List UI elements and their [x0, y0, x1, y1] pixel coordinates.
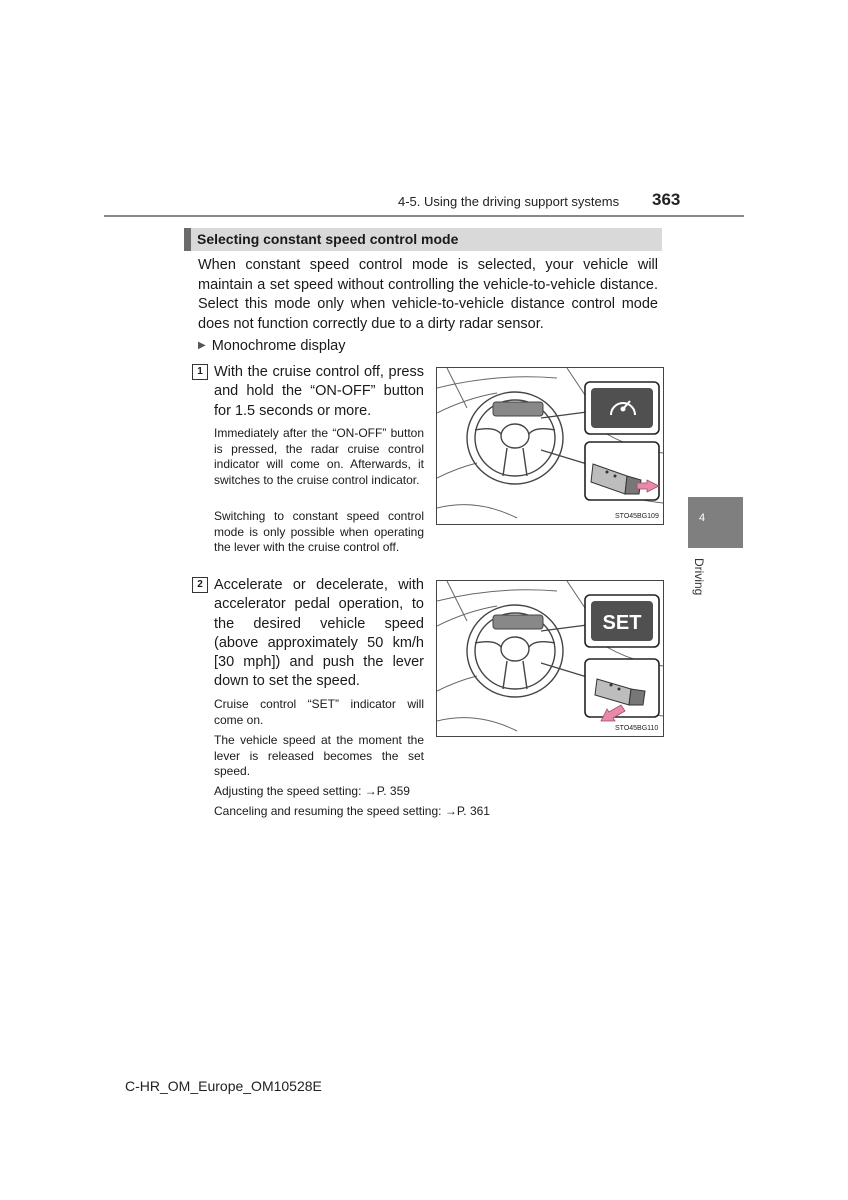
step-2-note-2: The vehicle speed at the moment the lever is released becomes the set speed. [214, 733, 424, 779]
step-2-note-1: Cruise control “SET” indicator will come on. [214, 697, 424, 727]
section-title: Selecting constant speed control mode [197, 231, 459, 247]
header-rule [104, 215, 744, 217]
section-bar-accent [184, 228, 191, 251]
figure-step-2 [436, 580, 664, 737]
section-title-bar [184, 228, 662, 251]
step-number-2: 2 [192, 577, 208, 593]
display-bullet [198, 338, 346, 354]
step-1-note-1: Immediately after the “ON-OFF” button is pressed, the radar cruise control indicator will come on. Afterwards, it switches to the cruise control indicator. [214, 426, 424, 487]
figure-1-code: STO45BG109 [615, 513, 659, 520]
step-2-text: Accelerate or decelerate, with accelerator pedal operation, to the desired vehicle speed (above approximately 50 km/h [30 mph]) and push the lever down to set the speed. [214, 577, 424, 690]
steering-wheel-illustration-1 [437, 368, 663, 524]
reference-adjusting[interactable]: Adjusting the speed setting: →P. 359 [214, 784, 410, 798]
running-header: 4-5. Using the driving support systems [398, 194, 620, 209]
footer-document-code: C-HR_OM_Europe_OM10528E [125, 1078, 322, 1094]
step-1-text: With the cruise control off, press and hold the “ON-OFF” button for 1.5 seconds or more. [214, 364, 424, 419]
step-1-note-2: Switching to constant speed control mode is only possible when operating the lever with the cruise control off. [214, 509, 424, 555]
steering-wheel-illustration-2 [437, 581, 663, 736]
intro-paragraph: When constant speed control mode is selected, your vehicle will maintain a set speed without controlling the vehicle-to-vehicle distance. Select this mode only when vehicle-to-vehicle distance control mode does not function correctly due to a dirty radar sensor. [198, 257, 658, 332]
page-number: 363 [652, 190, 681, 209]
triangle-bullet-icon: ▶ [198, 340, 206, 351]
bullet-label: Monochrome display [211, 338, 346, 354]
chapter-tab[interactable] [688, 497, 743, 548]
reference-canceling[interactable]: Canceling and resuming the speed setting: →P. 361 [214, 804, 490, 818]
set-indicator-text: SET [602, 612, 642, 634]
figure-step-1 [436, 367, 664, 525]
chapter-label: Driving [692, 558, 706, 596]
figure-2-code: STO45BG110 [615, 725, 659, 732]
chapter-number: 4 [699, 512, 706, 524]
step-number-1: 1 [192, 364, 208, 380]
